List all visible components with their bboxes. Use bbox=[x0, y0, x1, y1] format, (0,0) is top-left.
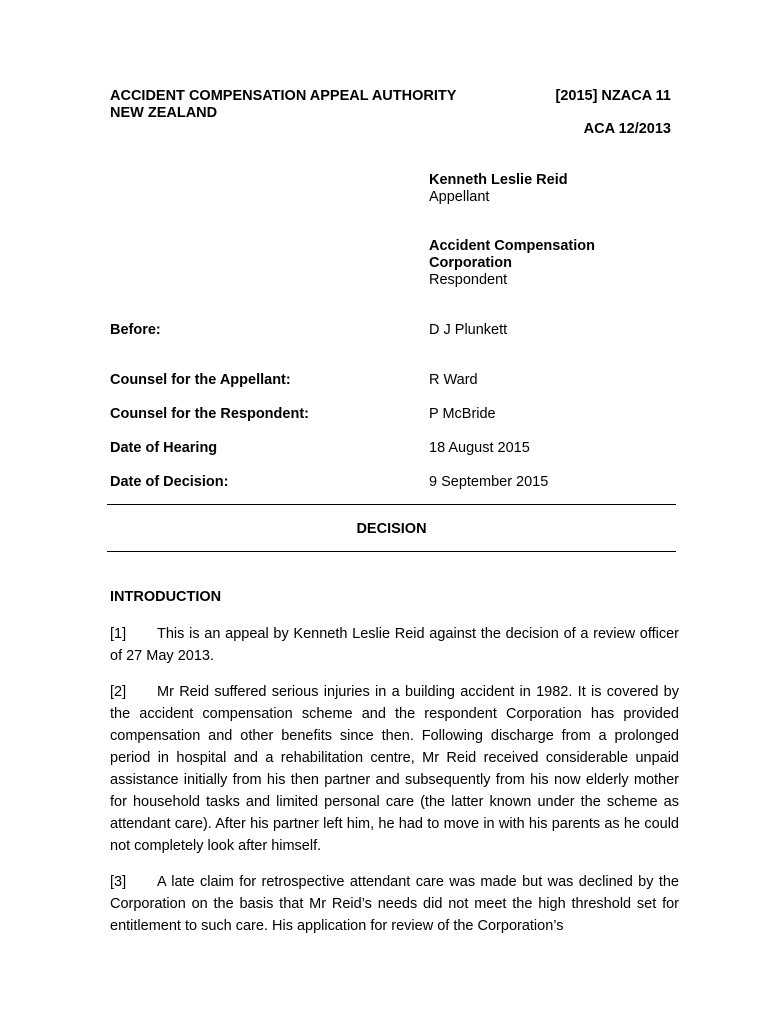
appellant-block bbox=[429, 172, 568, 206]
decision-heading: DECISION bbox=[356, 521, 427, 537]
paragraph-3 bbox=[110, 871, 679, 937]
paragraph-number: [3] bbox=[110, 874, 127, 890]
paragraph-number: [1] bbox=[110, 626, 127, 642]
decision-date-value: 9 September 2015 bbox=[429, 474, 549, 490]
counsel-appellant-label: Counsel for the Appellant: bbox=[110, 372, 291, 388]
paragraph-text: A late claim for retrospective attendant care was made but was declined by the Corporation on the basis that Mr Reid’s needs did not meet the high threshold set for entitlement to such care. His application for review of the Corporation’s bbox=[110, 874, 679, 934]
hearing-date-value: 18 August 2015 bbox=[429, 440, 530, 456]
authority-name bbox=[110, 88, 456, 122]
paragraph-text: Mr Reid suffered serious injuries in a building accident in 1982. It is covered by the accident compensation scheme and the respondent Corporation has provided compensation and other benefits since then. Following discharge from a prolonged period in hospital and a rehabilitation centre, Mr Reid received considerable unpaid assistance initially from his then partner and subsequently from his now elderly mother for household tasks and limited personal care (the latter known under the scheme as attendant care). After his partner left him, he had to move in with his parents as he could not completely look after himself. bbox=[110, 684, 679, 854]
top-divider bbox=[107, 504, 676, 505]
bottom-divider bbox=[107, 551, 676, 552]
paragraph-number: [2] bbox=[110, 684, 127, 700]
introduction-heading: INTRODUCTION bbox=[110, 589, 222, 605]
authority-line-1: ACCIDENT COMPENSATION APPEAL AUTHORITY bbox=[110, 88, 457, 104]
hearing-date-label: Date of Hearing bbox=[110, 440, 218, 456]
respondent-role: Respondent bbox=[429, 272, 508, 288]
counsel-appellant-value: R Ward bbox=[429, 372, 478, 388]
counsel-respondent-label: Counsel for the Respondent: bbox=[110, 406, 309, 422]
appellant-role: Appellant bbox=[429, 189, 490, 205]
citation: [2015] NZACA 11 bbox=[555, 88, 671, 104]
paragraph-text: This is an appeal by Kenneth Leslie Reid against the decision of a review officer of 27 May 2013. bbox=[110, 626, 679, 664]
before-value: D J Plunkett bbox=[429, 322, 508, 338]
paragraph-1 bbox=[110, 623, 679, 667]
counsel-respondent-value: P McBride bbox=[429, 406, 496, 422]
decision-date-label: Date of Decision: bbox=[110, 474, 229, 490]
before-label: Before: bbox=[110, 322, 161, 338]
appellant-name: Kenneth Leslie Reid bbox=[429, 172, 568, 188]
respondent-block bbox=[429, 238, 595, 289]
file-number: ACA 12/2013 bbox=[583, 121, 671, 137]
respondent-name-line-2: Corporation bbox=[429, 255, 512, 271]
authority-line-2: NEW ZEALAND bbox=[110, 105, 218, 121]
paragraph-2 bbox=[110, 681, 679, 857]
respondent-name-line-1: Accident Compensation bbox=[429, 238, 595, 254]
